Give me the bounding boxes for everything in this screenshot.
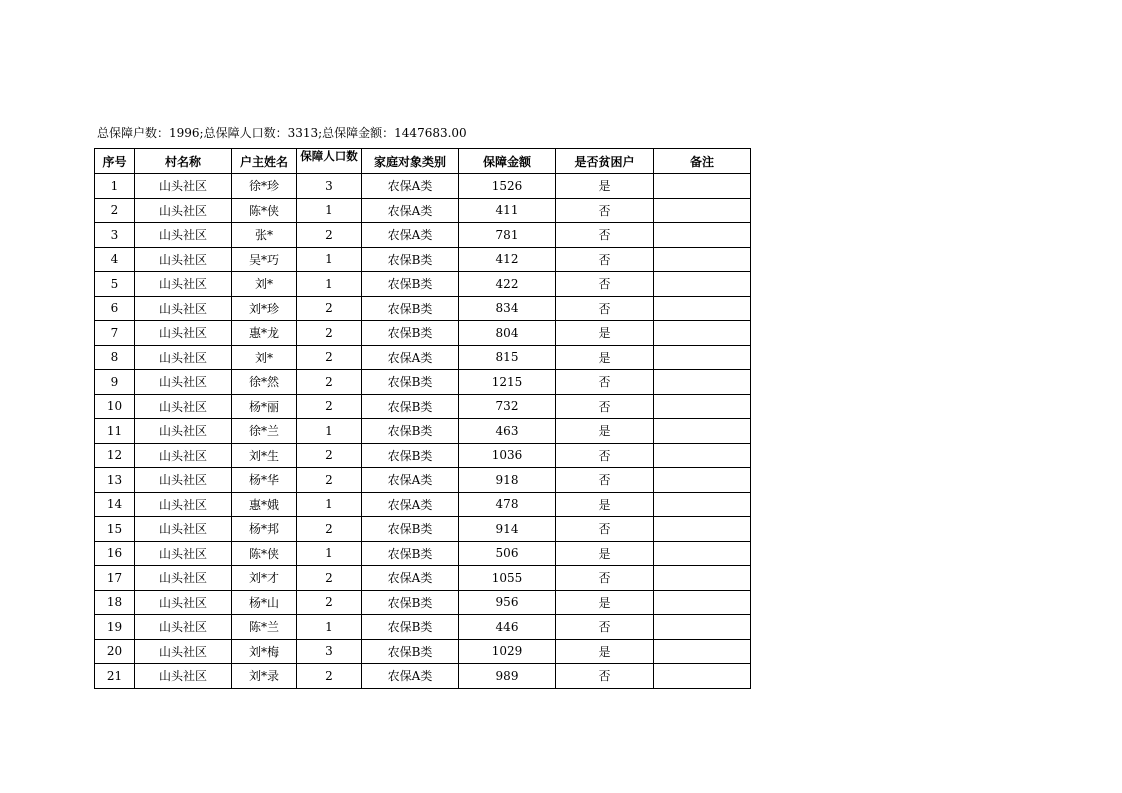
table-cell: 农保A类	[362, 468, 459, 493]
table-row	[95, 492, 751, 517]
table-cell	[654, 443, 751, 468]
table-cell: 3	[95, 223, 135, 248]
header-cell: 家庭对象类别	[362, 149, 459, 174]
table-row	[95, 223, 751, 248]
table-cell: 9	[95, 370, 135, 395]
table-row	[95, 321, 751, 346]
table-row	[95, 419, 751, 444]
table-cell: 惠*娥	[232, 492, 297, 517]
table-cell: 徐*珍	[232, 174, 297, 199]
table-row	[95, 566, 751, 591]
table-cell: 1	[297, 492, 362, 517]
table-cell: 1526	[459, 174, 556, 199]
table-cell: 否	[556, 664, 654, 689]
table-cell: 412	[459, 247, 556, 272]
table-cell: 否	[556, 198, 654, 223]
table-cell: 914	[459, 517, 556, 542]
table-cell: 20	[95, 639, 135, 664]
table-cell: 刘*录	[232, 664, 297, 689]
table-cell: 2	[297, 468, 362, 493]
table-cell: 山头社区	[135, 370, 232, 395]
table-cell: 刘*	[232, 272, 297, 297]
table-cell: 否	[556, 370, 654, 395]
table-cell: 834	[459, 296, 556, 321]
table-cell: 山头社区	[135, 615, 232, 640]
table-cell: 是	[556, 174, 654, 199]
table-cell: 17	[95, 566, 135, 591]
table-cell: 农保A类	[362, 492, 459, 517]
table-cell: 山头社区	[135, 419, 232, 444]
table-cell: 804	[459, 321, 556, 346]
table-row	[95, 468, 751, 493]
table-cell: 山头社区	[135, 443, 232, 468]
table-cell: 1029	[459, 639, 556, 664]
table-cell: 农保B类	[362, 615, 459, 640]
table-cell: 21	[95, 664, 135, 689]
table-cell: 否	[556, 468, 654, 493]
table-cell: 411	[459, 198, 556, 223]
table-cell: 山头社区	[135, 639, 232, 664]
table-cell: 506	[459, 541, 556, 566]
table-cell: 农保B类	[362, 321, 459, 346]
table-header-row	[95, 149, 751, 174]
table-cell: 农保B类	[362, 394, 459, 419]
table-cell: 农保B类	[362, 370, 459, 395]
table-cell: 2	[297, 345, 362, 370]
table-row	[95, 394, 751, 419]
data-table	[94, 148, 751, 689]
table-cell: 否	[556, 223, 654, 248]
table-cell	[654, 541, 751, 566]
table-cell	[654, 492, 751, 517]
table-cell: 农保B类	[362, 443, 459, 468]
table-cell	[654, 296, 751, 321]
table-cell: 1	[297, 198, 362, 223]
table-cell: 山头社区	[135, 541, 232, 566]
table-cell: 杨*山	[232, 590, 297, 615]
table-cell: 山头社区	[135, 174, 232, 199]
table-row	[95, 296, 751, 321]
table-row	[95, 345, 751, 370]
table-cell: 是	[556, 345, 654, 370]
table-cell: 否	[556, 247, 654, 272]
table-row	[95, 174, 751, 199]
table-cell: 徐*兰	[232, 419, 297, 444]
table-cell: 2	[297, 590, 362, 615]
table-cell	[654, 639, 751, 664]
table-cell: 1	[297, 419, 362, 444]
table-cell	[654, 223, 751, 248]
table-cell: 732	[459, 394, 556, 419]
table-cell: 山头社区	[135, 198, 232, 223]
table-cell: 杨*华	[232, 468, 297, 493]
table-cell: 18	[95, 590, 135, 615]
table-cell: 否	[556, 443, 654, 468]
table-cell: 杨*丽	[232, 394, 297, 419]
header-cell: 保障人口数	[297, 149, 362, 174]
table-cell: 刘*珍	[232, 296, 297, 321]
table-cell: 农保A类	[362, 174, 459, 199]
table-cell: 8	[95, 345, 135, 370]
table-cell: 农保A类	[362, 664, 459, 689]
table-cell: 否	[556, 566, 654, 591]
table-cell	[654, 615, 751, 640]
table-cell: 刘*梅	[232, 639, 297, 664]
table-cell: 1	[297, 615, 362, 640]
table-cell: 农保B类	[362, 639, 459, 664]
table-cell: 农保B类	[362, 541, 459, 566]
table-cell: 956	[459, 590, 556, 615]
table-row	[95, 541, 751, 566]
table-row	[95, 198, 751, 223]
header-cell: 是否贫困户	[556, 149, 654, 174]
table-cell: 否	[556, 517, 654, 542]
table-cell	[654, 590, 751, 615]
table-cell: 陈*侠	[232, 198, 297, 223]
table-cell: 山头社区	[135, 664, 232, 689]
table-row	[95, 443, 751, 468]
table-cell: 是	[556, 419, 654, 444]
table-cell	[654, 517, 751, 542]
table-row	[95, 615, 751, 640]
table-cell: 11	[95, 419, 135, 444]
table-cell: 农保A类	[362, 566, 459, 591]
table-cell: 农保A类	[362, 223, 459, 248]
table-cell: 杨*邦	[232, 517, 297, 542]
table-cell	[654, 419, 751, 444]
table-cell: 农保B类	[362, 590, 459, 615]
table-cell: 19	[95, 615, 135, 640]
header-cell: 备注	[654, 149, 751, 174]
table-cell: 1	[95, 174, 135, 199]
header-cell: 户主姓名	[232, 149, 297, 174]
table-cell: 15	[95, 517, 135, 542]
table-row	[95, 517, 751, 542]
table-cell: 10	[95, 394, 135, 419]
table-cell: 16	[95, 541, 135, 566]
table-cell: 山头社区	[135, 468, 232, 493]
table-cell	[654, 247, 751, 272]
table-cell: 6	[95, 296, 135, 321]
table-row	[95, 639, 751, 664]
table-cell: 是	[556, 590, 654, 615]
table-body	[95, 174, 751, 689]
table-cell: 2	[297, 517, 362, 542]
table-cell: 农保B类	[362, 517, 459, 542]
table-cell: 463	[459, 419, 556, 444]
table-cell: 7	[95, 321, 135, 346]
table-cell	[654, 566, 751, 591]
table-cell: 2	[297, 296, 362, 321]
table-cell: 刘*生	[232, 443, 297, 468]
table-cell: 422	[459, 272, 556, 297]
table-cell: 山头社区	[135, 321, 232, 346]
table-cell: 否	[556, 615, 654, 640]
table-cell: 农保B类	[362, 296, 459, 321]
table-cell	[654, 321, 751, 346]
table-cell: 否	[556, 272, 654, 297]
table-cell	[654, 345, 751, 370]
table-cell: 山头社区	[135, 272, 232, 297]
table-cell: 1	[297, 272, 362, 297]
table-cell: 1	[297, 247, 362, 272]
table-row	[95, 247, 751, 272]
table-cell: 3	[297, 639, 362, 664]
table-cell: 918	[459, 468, 556, 493]
table-cell: 2	[297, 370, 362, 395]
table-cell: 989	[459, 664, 556, 689]
table-cell: 山头社区	[135, 394, 232, 419]
table-cell: 山头社区	[135, 492, 232, 517]
summary-line: 总保障户数：1996;总保障人口数：3313;总保障金额：1447683.00	[97, 126, 467, 140]
table-cell	[654, 198, 751, 223]
table-cell: 2	[297, 223, 362, 248]
table-cell: 3	[297, 174, 362, 199]
table-cell: 2	[297, 321, 362, 346]
table-cell: 2	[297, 664, 362, 689]
header-cell: 村名称	[135, 149, 232, 174]
table-cell: 1215	[459, 370, 556, 395]
table-cell: 2	[297, 566, 362, 591]
table-row	[95, 590, 751, 615]
table-cell	[654, 394, 751, 419]
table-cell: 是	[556, 321, 654, 346]
table-cell: 徐*然	[232, 370, 297, 395]
table-cell: 吴*巧	[232, 247, 297, 272]
table-cell: 2	[297, 394, 362, 419]
table-cell	[654, 370, 751, 395]
table-row	[95, 272, 751, 297]
table-cell: 1055	[459, 566, 556, 591]
table-cell: 山头社区	[135, 296, 232, 321]
table-cell: 是	[556, 639, 654, 664]
table-cell: 惠*龙	[232, 321, 297, 346]
table-cell: 1	[297, 541, 362, 566]
table-cell	[654, 272, 751, 297]
table-cell: 张*	[232, 223, 297, 248]
table-cell: 刘*	[232, 345, 297, 370]
table-cell: 14	[95, 492, 135, 517]
table-cell: 478	[459, 492, 556, 517]
table-cell	[654, 468, 751, 493]
table-cell: 刘*才	[232, 566, 297, 591]
table-cell: 山头社区	[135, 345, 232, 370]
table-cell: 山头社区	[135, 566, 232, 591]
table-cell: 12	[95, 443, 135, 468]
table-cell: 山头社区	[135, 247, 232, 272]
table-cell: 农保A类	[362, 198, 459, 223]
table-cell: 陈*侠	[232, 541, 297, 566]
table-cell: 农保B类	[362, 247, 459, 272]
table-cell: 2	[297, 443, 362, 468]
header-cell: 序号	[95, 149, 135, 174]
table-cell	[654, 664, 751, 689]
table-row	[95, 370, 751, 395]
table-cell: 5	[95, 272, 135, 297]
table-cell: 2	[95, 198, 135, 223]
table-cell	[654, 174, 751, 199]
table-cell: 13	[95, 468, 135, 493]
table-cell: 1036	[459, 443, 556, 468]
table-cell: 山头社区	[135, 223, 232, 248]
table-cell: 农保B类	[362, 419, 459, 444]
table-cell: 是	[556, 492, 654, 517]
table-cell: 陈*兰	[232, 615, 297, 640]
header-cell: 保障金额	[459, 149, 556, 174]
table-row	[95, 664, 751, 689]
table-cell: 否	[556, 394, 654, 419]
table-cell: 815	[459, 345, 556, 370]
table-cell: 山头社区	[135, 590, 232, 615]
table-cell: 农保A类	[362, 345, 459, 370]
table-cell: 否	[556, 296, 654, 321]
table-cell: 是	[556, 541, 654, 566]
table-cell: 农保B类	[362, 272, 459, 297]
table-cell: 781	[459, 223, 556, 248]
table-cell: 446	[459, 615, 556, 640]
table-cell: 山头社区	[135, 517, 232, 542]
table-cell: 4	[95, 247, 135, 272]
